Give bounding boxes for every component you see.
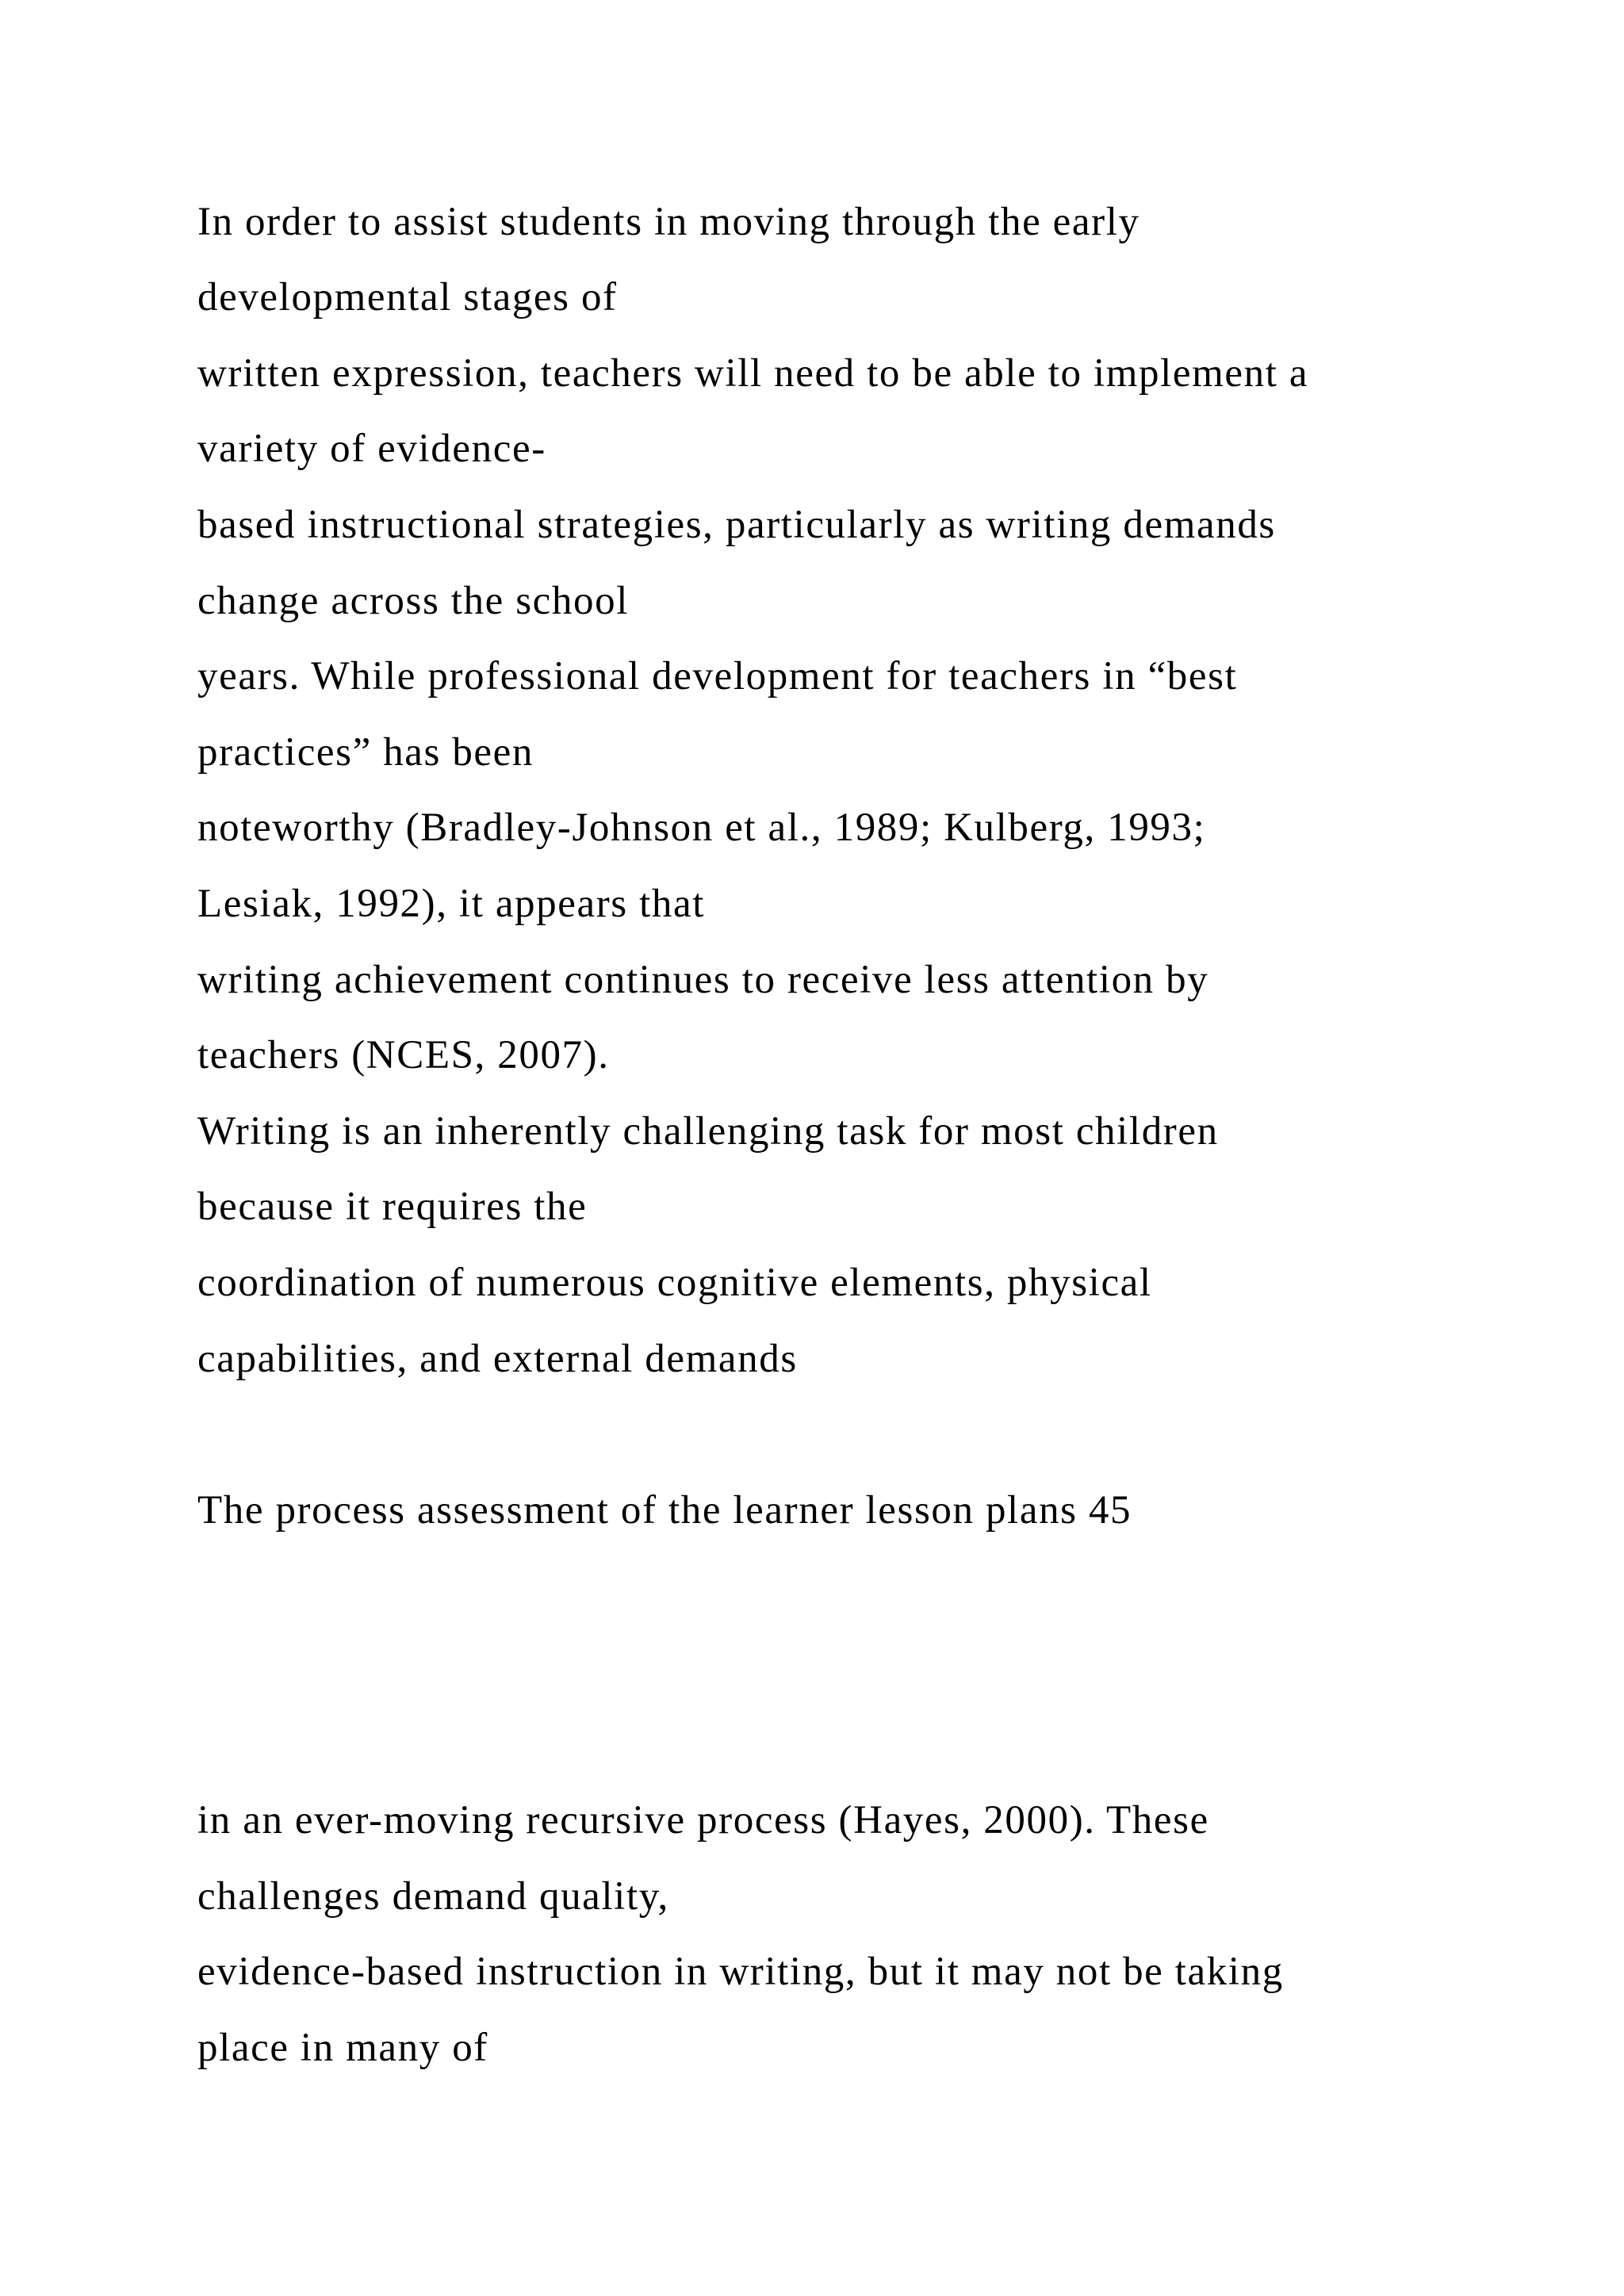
text-line: in an ever-moving recursive process (Hayes, 2000). These — [197, 1798, 1209, 1843]
text-line: developmental stages of — [197, 275, 618, 320]
text-line: Lesiak, 1992), it appears that — [197, 882, 705, 926]
text-line: practices” has been — [197, 730, 534, 775]
text-line: years. While professional development for teachers in “best — [197, 654, 1238, 698]
text-line: change across the school — [197, 579, 629, 623]
text-line: Writing is an inherently challenging task for most children — [197, 1109, 1219, 1154]
text-line: teachers (NCES, 2007). — [197, 1033, 610, 1077]
running-head: The process assessment of the learner lesson plans 45 — [197, 1488, 1132, 1533]
text-line: challenges demand quality, — [197, 1874, 669, 1919]
text-line: noteworthy (Bradley-Johnson et al., 1989; Kulberg, 1993; — [197, 806, 1206, 850]
text-line: based instructional strategies, particularly as writing demands — [197, 503, 1276, 547]
text-line: In order to assist students in moving through the early — [197, 200, 1140, 244]
text-line: written expression, teachers will need to be able to implement a — [197, 351, 1309, 396]
text-line: capabilities, and external demands — [197, 1337, 798, 1381]
text-line: place in many of — [197, 2026, 488, 2070]
text-line: variety of evidence- — [197, 427, 546, 471]
text-line: coordination of numerous cognitive elements, physical — [197, 1261, 1152, 1305]
text-line: evidence-based instruction in writing, but it may not be taking — [197, 1950, 1284, 1994]
text-line: writing achievement continues to receive less attention by — [197, 958, 1209, 1002]
text-line: because it requires the — [197, 1184, 588, 1229]
